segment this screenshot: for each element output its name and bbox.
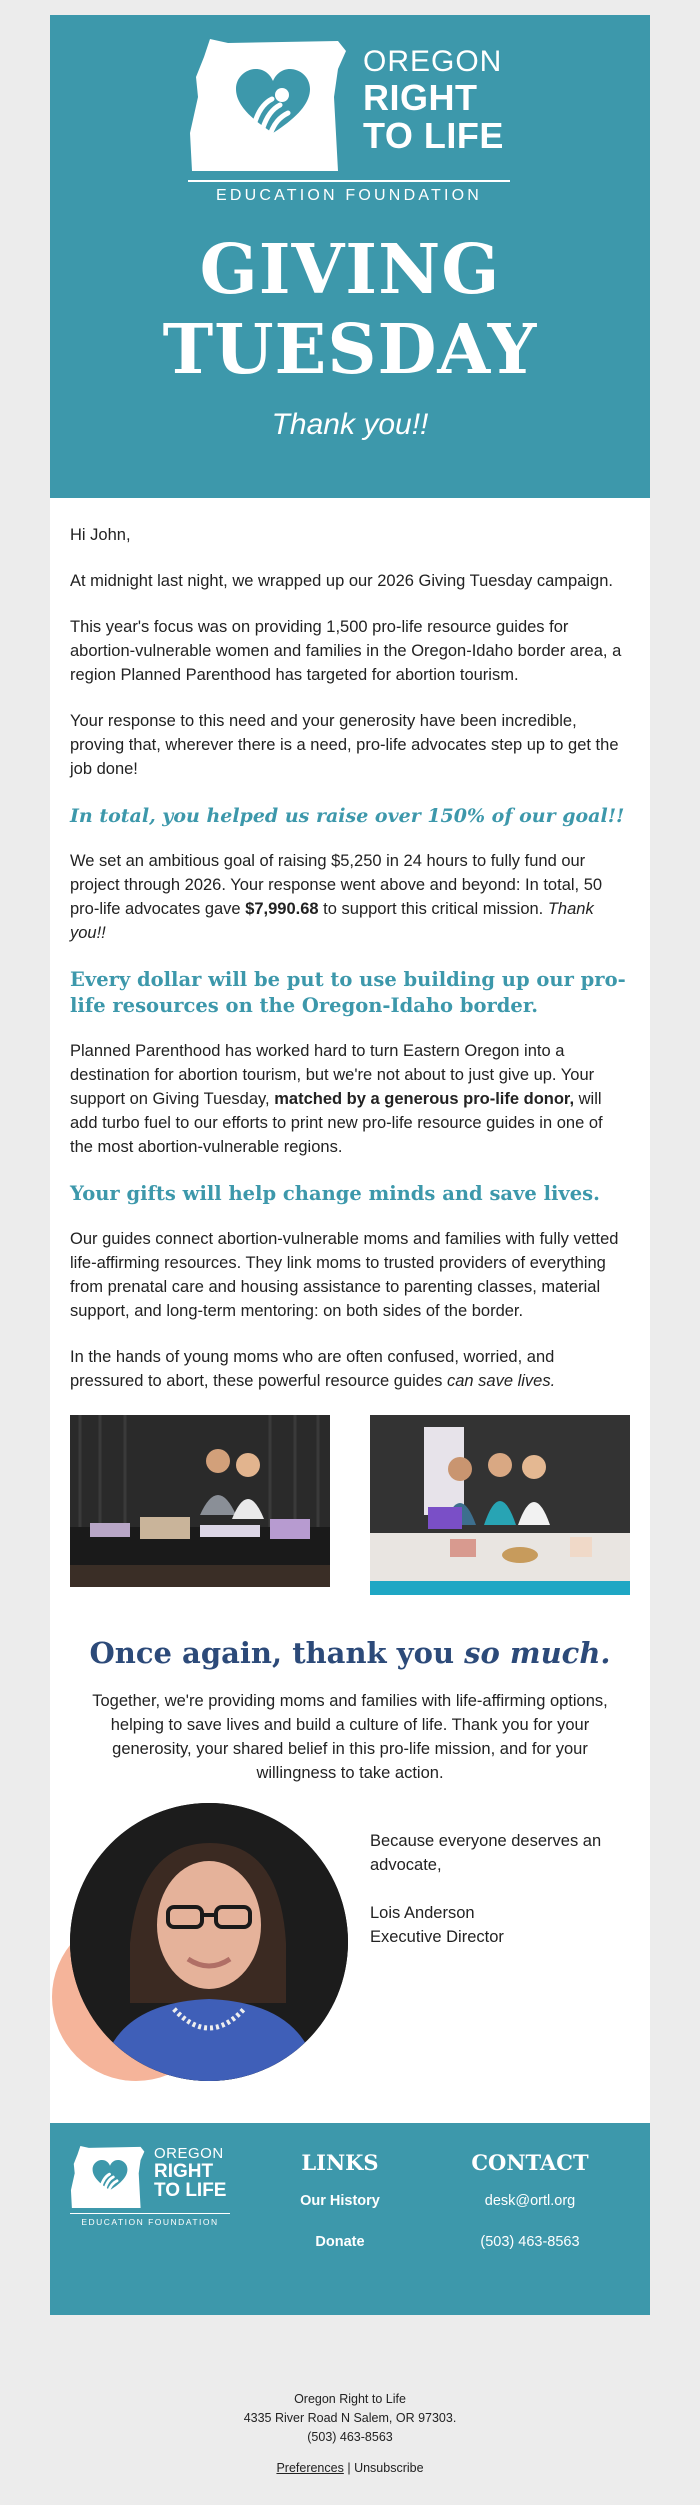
sig-closing: Because everyone deserves an advocate, [370, 1832, 602, 1874]
title-line-tuesday: TUESDAY [162, 310, 538, 390]
footer-logo-oregon: OREGON [154, 2145, 224, 2162]
logo-oregon: OREGON [363, 45, 503, 78]
save-lives-text: can save lives. [446, 1372, 556, 1390]
links-heading: LINKS [301, 2150, 379, 2175]
footer-links-column [250, 2149, 430, 2273]
legal-address: 4335 River Road N Salem, OR 97303. [243, 2411, 457, 2425]
pp-text-end: will add turbo fuel to our efforts to print new pro-life resource guides in one of the most abortion-vulnerable regions. [70, 1090, 603, 1156]
logo[interactable] [188, 37, 518, 204]
thank-you-text: Once again, thank you [89, 1636, 465, 1670]
contact-phone-link[interactable]: (503) 463-8563 [480, 2234, 580, 2250]
paragraph-young-moms [70, 1345, 630, 1393]
unsubscribe-link[interactable]: Unsubscribe [354, 2461, 424, 2475]
pp-text: Planned Parenthood has worked hard to turn Eastern Oregon into a destination for abortion tourism, but we're not about to just give up. Your support on Giving Tuesday, [70, 1042, 595, 1108]
heading-change-minds: Your gifts will help change minds and save lives. [70, 1182, 600, 1205]
director-portrait [70, 1803, 348, 2081]
logo-foundation: EDUCATION FOUNDATION [215, 187, 483, 204]
paragraph-goal [70, 849, 630, 945]
greeting: Hi John, [70, 526, 131, 544]
page-title [50, 230, 650, 390]
header-banner [50, 15, 650, 498]
signature-text [370, 1829, 620, 1949]
sig-title: Executive Director [370, 1928, 504, 1946]
event-booth-photo-2 [370, 1415, 630, 1595]
our-history-link[interactable]: Our History [300, 2193, 380, 2209]
contact-email-link[interactable]: desk@ortl.org [484, 2193, 576, 2209]
footer [50, 2123, 650, 2315]
footer-logo-foundation: EDUCATION FOUNDATION [81, 2217, 219, 2227]
footer-logo[interactable] [70, 2145, 240, 2225]
paragraph-planned-parenthood [70, 1039, 630, 1159]
logo-right: RIGHT [363, 77, 478, 118]
footer-logo-right: RIGHT [154, 2161, 214, 2182]
so-much-text: so much. [464, 1636, 611, 1670]
goal-text: We set an ambitious goal of raising $5,250 in 24 hours to fully fund our project through 2026. Your response went above and beyond: In total, 50 pro-life advocates gave [70, 852, 603, 918]
legal-footer [50, 2390, 650, 2478]
heading-goal: In total, you helped us raise over 150% of our goal!! [70, 805, 625, 827]
footer-logo-divider [70, 2213, 230, 2214]
contact-heading: CONTACT [471, 2150, 589, 2175]
oregon-heart-hands-icon [188, 37, 358, 173]
logo-divider [188, 180, 510, 182]
paragraph-response: Your response to this need and your generosity have been incredible, proving that, wherever there is a need, pro-life advocates step up to get the job done! [70, 712, 619, 778]
legal-phone: (503) 463-8563 [307, 2430, 393, 2444]
match-text: matched by a generous pro-life donor, [274, 1090, 575, 1108]
amount-raised: $7,990.68 [245, 900, 319, 918]
title-line-giving: GIVING [199, 230, 501, 310]
signature-block [70, 1803, 630, 2123]
sig-name: Lois Anderson [370, 1904, 475, 1922]
paragraph-together: Together, we're providing moms and families with life-affirming options, helping to save lives and build a culture of life. Thank you for your generosity, your shared belief in this pro-life mission, and for your willingness to take action. [92, 1692, 608, 1782]
paragraph-campaign: At midnight last night, we wrapped up our 2026 Giving Tuesday campaign. [70, 572, 613, 590]
legal-org-name: Oregon Right to Life [294, 2392, 406, 2406]
photo-row [70, 1415, 630, 1615]
logo-to-life: TO LIFE [363, 115, 504, 156]
logo-text [363, 45, 504, 155]
legal-separator: | [347, 2461, 351, 2475]
oregon-heart-hands-icon [70, 2145, 150, 2209]
goal-thanks: Thank you!! [70, 900, 594, 942]
event-booth-photo-1 [70, 1415, 330, 1587]
preferences-link[interactable]: Preferences [276, 2461, 344, 2475]
header-subtitle: Thank you!! [271, 408, 429, 441]
moms-text: In the hands of young moms who are often confused, worried, and pressured to abort, these powerful resource guides [70, 1348, 555, 1390]
legal-links [50, 2459, 650, 2478]
footer-logo-to-life: TO LIFE [154, 2180, 227, 2201]
email-body [50, 498, 650, 2123]
footer-contact-column [440, 2149, 620, 2273]
thank-you-heading [70, 1635, 630, 1671]
donate-link[interactable]: Donate [315, 2234, 365, 2250]
heading-every-dollar: Every dollar will be put to use building up our pro-life resources on the Oregon-Idaho border. [70, 968, 626, 1017]
email-container [50, 15, 650, 2315]
paragraph-guides: Our guides connect abortion-vulnerable moms and families with fully vetted life-affirming resources. They link moms to trusted providers of everything from prenatal care and housing assistance to parenting classes, material support, and long-term mentoring: on both sides of the border. [70, 1230, 619, 1320]
footer-logo-text [154, 2145, 226, 2200]
paragraph-focus: This year's focus was on providing 1,500 pro-life resource guides for abortion-vulnerable women and families in the Oregon-Idaho border area, a region Planned Parenthood has targeted for abortion tourism. [70, 618, 622, 684]
goal-text-end: to support this critical mission. [318, 900, 548, 918]
